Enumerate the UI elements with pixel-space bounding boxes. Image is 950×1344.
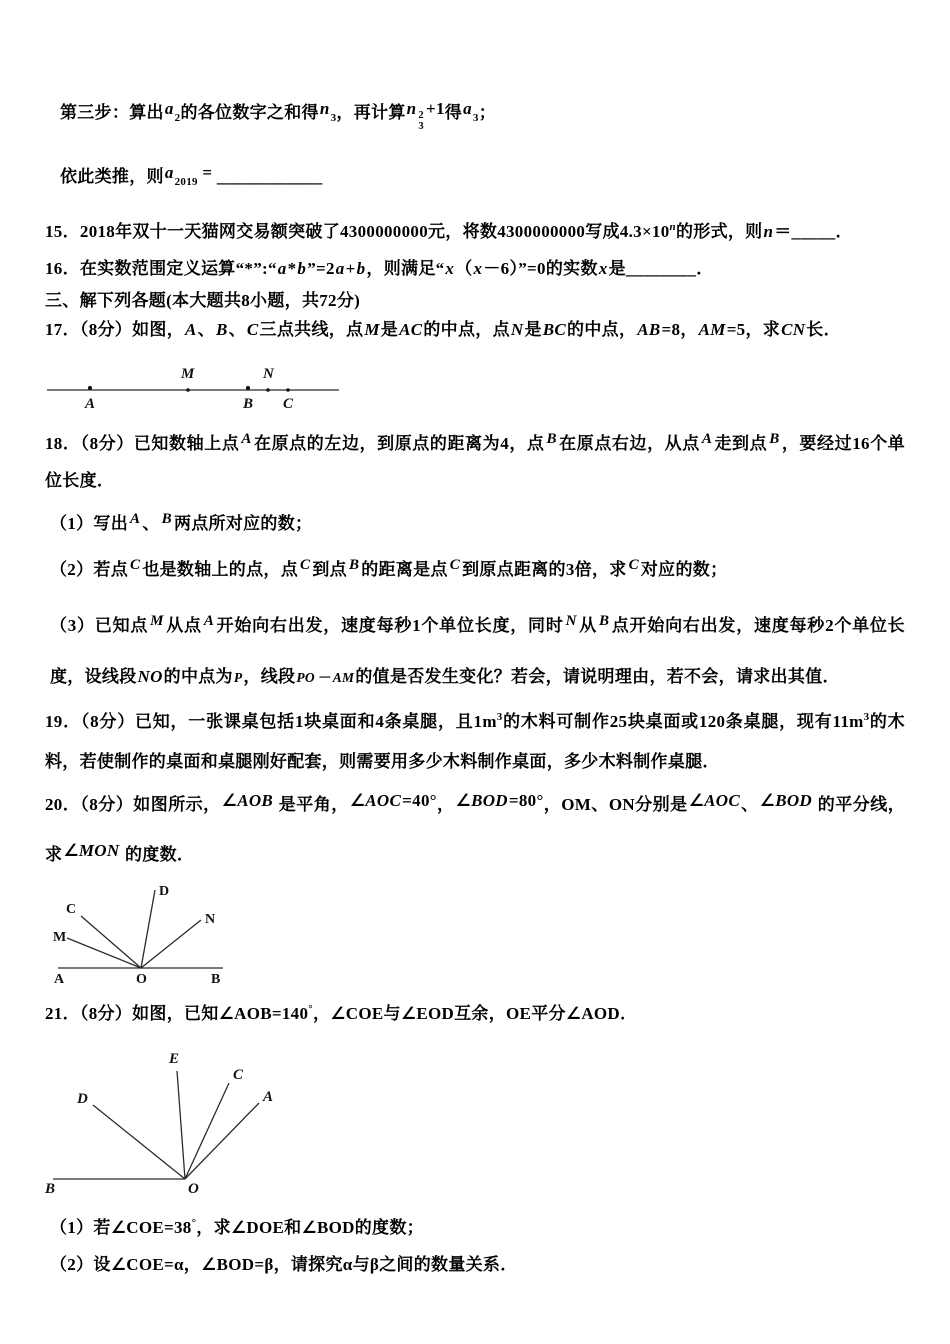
text-run: 、 <box>740 795 759 814</box>
text-run: 18．（8分）已知数轴上点 <box>45 434 240 453</box>
text-run: 2019 <box>174 176 198 188</box>
text-run: ． <box>696 259 714 278</box>
text-run: 从 <box>578 616 597 635</box>
text-run: － <box>316 670 331 685</box>
point-C-dot <box>286 388 290 392</box>
text-run: 19．（8分）已知，一张课桌包括1块桌面和4条桌腿，且1m <box>45 712 497 731</box>
text-run: x <box>598 259 608 278</box>
label-O: O <box>136 972 147 986</box>
text-run: a <box>463 99 472 118</box>
text-run: * <box>287 259 297 278</box>
text-run: B <box>546 431 557 447</box>
point-B-dot <box>246 386 250 390</box>
question-21 <box>45 999 905 1031</box>
text-run: 的中点， <box>567 320 637 339</box>
text-run: AB <box>637 320 661 339</box>
text-run: A <box>203 613 215 629</box>
text-run: =40° <box>402 791 437 810</box>
question-19 <box>45 703 905 780</box>
text-run: 的平分线，求 <box>45 795 905 864</box>
label-M: M <box>53 930 67 945</box>
label-B: B <box>211 972 221 986</box>
text-run: b <box>356 259 366 278</box>
text-run: =80° <box>508 791 544 810</box>
ray-OM <box>67 938 141 968</box>
text-run: 16．在实数范围定义运算“*”:“ <box>45 259 277 278</box>
text-run: C <box>130 557 141 573</box>
text-run: 3 <box>496 711 503 723</box>
question-21-part-1 <box>45 1213 905 1245</box>
text-run: n <box>406 99 417 118</box>
text-run: +1 <box>425 99 445 118</box>
text-run: 是平角， <box>274 795 349 814</box>
text-run: ON <box>608 795 635 814</box>
text-run: 的形式，则 <box>675 222 763 241</box>
paragraph-conclusion-a2019 <box>45 164 905 192</box>
text-run: B <box>348 557 360 573</box>
ray-OD <box>141 890 155 968</box>
text-run: ，则满足“ <box>366 259 445 278</box>
text-run: A <box>701 431 713 447</box>
text-run: ∠AOC <box>349 791 402 810</box>
text-run: A <box>185 320 197 339</box>
text-run: 是 <box>524 320 542 339</box>
text-run: M <box>150 613 164 629</box>
ray-OE <box>177 1071 185 1179</box>
section-3-header <box>45 288 905 314</box>
text-run: 、 <box>591 795 609 814</box>
text-run: ，∠COE与∠EOD互余，OE平分∠AOD． <box>312 1004 638 1023</box>
label-E: E <box>169 1051 180 1067</box>
label-C: C <box>66 902 77 917</box>
text-run: 的距离是点 <box>361 560 448 579</box>
answer-blank: ________ <box>625 259 697 278</box>
text-run: ＝ <box>774 222 792 241</box>
text-run: AM <box>698 320 726 339</box>
question-18-part-2 <box>45 555 905 586</box>
text-run: ，求∠DOE和∠BOD的度数； <box>196 1218 424 1237</box>
text-run: AM <box>332 670 355 685</box>
text-run: ，再计算 <box>336 103 406 122</box>
text-run: a <box>277 259 287 278</box>
text-run: P <box>233 670 243 685</box>
text-run: ，线段 <box>243 667 296 686</box>
label-N: N <box>205 912 216 927</box>
text-run: 是 <box>608 259 626 278</box>
text-run: （1）写出 <box>50 514 128 533</box>
text-run: OM <box>561 795 592 814</box>
text-run: 17．（8分）如图， <box>45 320 184 339</box>
label-A: A <box>54 972 65 986</box>
text-run: 2 <box>174 112 181 124</box>
text-run: 的木料，若使制作的桌面和桌腿刚好配套，则需要用多少木料制作桌面，多少木料制作桌腿． <box>45 712 905 771</box>
point-M-dot <box>186 388 190 392</box>
text-run: 20．（8分）如图所示， <box>45 795 221 814</box>
text-run: a <box>164 163 174 182</box>
text-run: BC <box>542 320 567 339</box>
text-run: n <box>319 99 330 118</box>
text-run: （3）已知点 <box>50 616 149 635</box>
text-run: 的值是否发生变化？若会，请说明理由，若不会，请求出其值． <box>355 667 840 686</box>
text-run: 、 <box>197 320 215 339</box>
angles-q21-svg <box>45 1041 325 1196</box>
text-run: C <box>449 557 461 573</box>
text-run: = <box>197 163 217 182</box>
text-run: 第三步：算出 <box>60 103 164 122</box>
text-run: PO <box>296 670 315 685</box>
label-N: N <box>263 366 274 382</box>
answer-blank: _____ <box>791 222 836 241</box>
ray-OC <box>185 1083 229 1179</box>
text-run: 在原点右边，从点 <box>558 434 700 453</box>
text-run: =5，求 <box>726 320 781 339</box>
collinear-points-svg <box>45 363 345 411</box>
figure-q17-collinear-points <box>45 363 905 416</box>
text-run: ∠AOC <box>688 791 740 810</box>
question-15 <box>45 219 905 247</box>
text-run: 、 <box>142 514 160 533</box>
label-A: A <box>263 1089 274 1105</box>
label-C: C <box>233 1067 244 1083</box>
label-M: M <box>181 366 195 382</box>
text-run: AC <box>399 320 423 339</box>
figure-q21-angles <box>45 1041 905 1201</box>
text-run: B <box>161 511 172 527</box>
point-N-dot <box>266 388 270 392</box>
label-A: A <box>85 396 96 411</box>
text-run: CN <box>781 320 806 339</box>
text-run: ∠AOB <box>221 791 274 810</box>
text-run: n <box>669 221 676 233</box>
text-run: ，要经过16个单位长度． <box>45 434 905 490</box>
text-run: （ <box>455 259 473 278</box>
figure-q20-angles <box>53 884 905 991</box>
ray-OC <box>81 916 141 968</box>
text-run: 得 <box>444 103 463 122</box>
text-run: x <box>445 259 455 278</box>
text-run: 从点 <box>165 616 202 635</box>
text-run: 对应的数； <box>640 560 728 579</box>
question-20 <box>45 780 905 880</box>
question-18-part-1 <box>45 509 905 540</box>
label-D: D <box>159 884 170 899</box>
answer-blank: ____________ <box>216 167 323 186</box>
text-run: 到点 <box>312 560 347 579</box>
text-run: 的各位数字之和得 <box>180 103 319 122</box>
text-run: ”=2 <box>307 259 335 278</box>
label-C: C <box>283 396 294 411</box>
text-run: 的度数． <box>120 845 195 864</box>
text-run: 15．2018年双十一天猫网交易额突破了4300000000元，将数4300000000写成4.3×10 <box>45 222 670 241</box>
ray-OA <box>185 1103 259 1179</box>
label-O: O <box>188 1181 199 1196</box>
text-run: x <box>473 259 483 278</box>
text-run: 三点共线，点 <box>259 320 364 339</box>
paragraph-step3 <box>45 100 905 135</box>
angles-q20-svg <box>53 884 278 986</box>
text-run: 依此类推，则 <box>60 167 164 186</box>
math-subsup: 2 3 <box>418 110 424 132</box>
text-run: B <box>599 613 610 629</box>
text-run: ； <box>478 103 496 122</box>
text-run: N <box>565 613 577 629</box>
question-16 <box>45 256 905 282</box>
text-run: 是 <box>380 320 399 339</box>
ray-OD <box>93 1105 185 1179</box>
text-run: －6）”=0的实数 <box>483 259 598 278</box>
text-run: ° <box>308 1003 313 1015</box>
text-run: （1）若∠COE=38 <box>50 1218 192 1237</box>
question-18 <box>45 426 905 499</box>
text-run: ∠BOD <box>759 791 813 810</box>
text-run: 走到点 <box>714 434 768 453</box>
text-run: + <box>345 259 356 278</box>
text-run: 的木料可制作25块桌面或120条桌腿，现有11m <box>502 712 864 731</box>
text-run: ° <box>191 1217 197 1229</box>
text-run: 的中点，点 <box>423 320 510 339</box>
text-run: C <box>628 557 639 573</box>
text-run: 开始向右出发，速度每秒1个单位长度，同时 <box>216 616 564 635</box>
text-run: C <box>246 320 259 339</box>
text-run: 3 <box>472 112 479 124</box>
text-run: =8， <box>661 320 698 339</box>
label-B: B <box>45 1181 56 1196</box>
text-run: （2）若点 <box>50 560 128 579</box>
label-D: D <box>77 1091 88 1107</box>
text-run: 长． <box>806 320 841 339</box>
text-run: a <box>164 99 174 118</box>
text-run: 3 <box>863 711 870 723</box>
text-run: 的中点为 <box>163 667 233 686</box>
text-run: ， <box>543 795 562 814</box>
text-run: 到原点距离的3倍，求 <box>462 560 627 579</box>
text-run: a <box>335 259 345 278</box>
text-run: A <box>130 511 141 527</box>
text-run: 两点所对应的数； <box>173 514 313 533</box>
text-run: 点开始向右出发，速度每秒2个单位长度，设线段 <box>50 616 905 686</box>
text-run: 三、解下列各题(本大题共8小题，共72分) <box>45 291 361 310</box>
text-run: ∠MON <box>63 841 120 860</box>
text-run: B <box>769 431 780 447</box>
text-run: ． <box>835 222 853 241</box>
text-run: 也是数轴上的点，点 <box>142 560 299 579</box>
text-run: N <box>510 320 524 339</box>
text-run: A <box>241 431 252 447</box>
point-A-dot <box>88 386 92 390</box>
question-21-part-2 <box>45 1250 905 1280</box>
text-run: B <box>215 320 228 339</box>
text-run: ， <box>436 795 455 814</box>
label-B: B <box>243 396 254 411</box>
text-run: 在原点的左边，到原点的距离为4，点 <box>253 434 545 453</box>
text-run: 21．（8分）如图，已知∠AOB=140 <box>45 1004 309 1023</box>
question-17 <box>45 317 905 343</box>
text-run: 3 <box>330 112 337 124</box>
ray-ON <box>141 920 201 968</box>
text-run: b <box>297 259 307 278</box>
text-run: ∠BOD <box>455 791 508 810</box>
text-run: M <box>364 320 380 339</box>
text-run: C <box>300 557 311 573</box>
text-run: 分别是 <box>634 795 688 814</box>
text-run: 、 <box>228 320 246 339</box>
text-run: NO <box>137 667 163 686</box>
text-run: （2）设∠COE=α，∠BOD=β，请探究α与β之间的数量关系． <box>50 1255 518 1274</box>
question-18-part-3 <box>45 601 905 703</box>
text-run: n <box>763 222 774 241</box>
